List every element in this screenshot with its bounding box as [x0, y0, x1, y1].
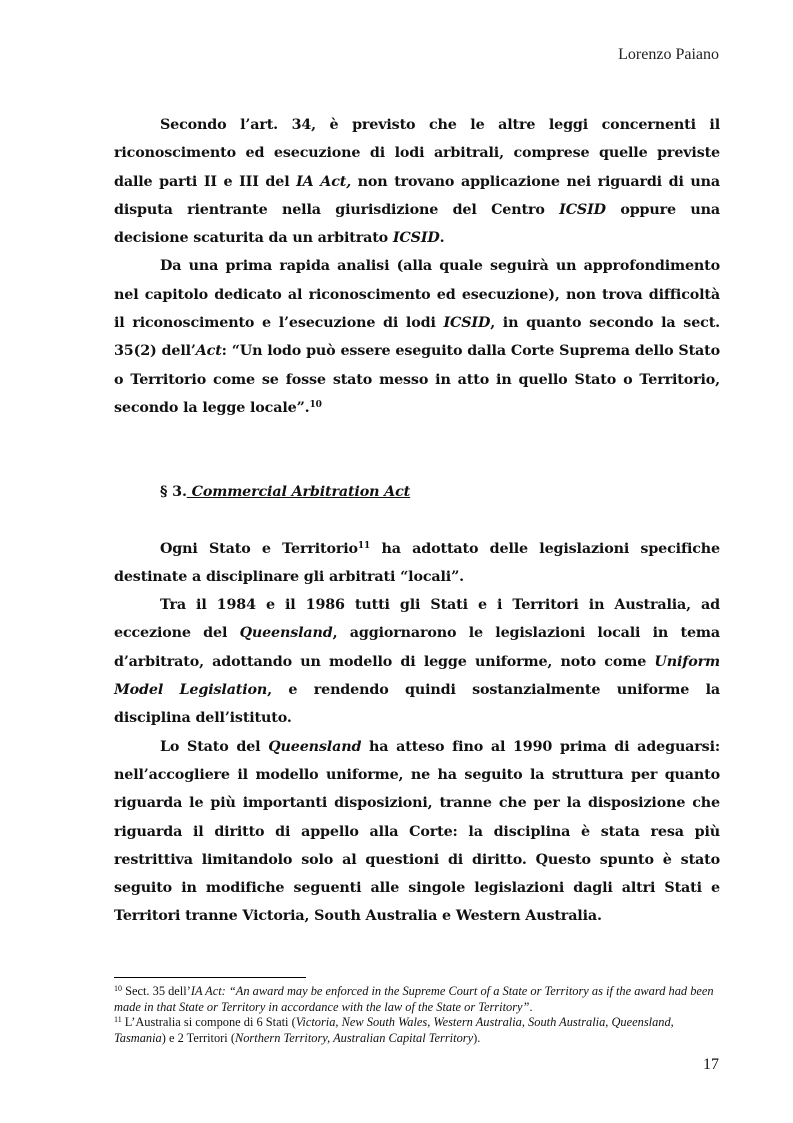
page-number: 17	[703, 1056, 719, 1073]
footnotes	[114, 984, 720, 1046]
main-text	[114, 111, 720, 931]
section-heading: § 3. Commercial Arbitration Act	[160, 484, 411, 501]
footnote-10: $^{10}$ Sect. 35 dell’IA Act: “An award may be enforced in the Supreme Court of a State or Territory as if the award had been made in that State or Territory in accordance with the law of the State or Territory”.	[114, 984, 714, 1014]
footnote-ref-11[interactable]: 11	[357, 540, 371, 551]
footnote-ref-10[interactable]: 10	[309, 399, 322, 410]
footnote-11: $^{11}$ L’Australia si compone di 6 Stati (Victoria, New South Wales, Western Australia, South Australia, Queensland, Tasmania) e 2 Territori (Northern Territory, Australian Capital Territory).	[114, 1015, 674, 1045]
paragraph-3: Ogni Stato e Territorio$^{11}$ ha adottato delle legislazioni specifiche destinate a disciplinare gli arbitrati “locali”.	[114, 540, 720, 585]
footnote-separator	[114, 977, 306, 978]
paragraph-4: Tra il 1984 e il 1986 tutti gli Stati e i Territori in Australia, ad eccezione del Queensland, aggiornarono le legislazioni locali in tema d’arbitrato, adottando un modello di legge uniforme, noto come Uniform Model Legislation, e rendendo quindi sostanzialmente uniforme la disciplina dell’istituto.	[114, 597, 720, 727]
paragraph-5: Lo Stato del Queensland ha atteso fino al 1990 prima di adeguarsi: nell’accogliere il modello uniforme, ne ha seguito la struttura per quanto riguarda le più importanti disposizioni, tranne che per la disposizione che riguarda il diritto di appello alla Corte: la disciplina è stata resa più restrittiva limitandolo solo al questioni di diritto. Questo spunto è stato seguito in modifiche seguenti alle singole legislazioni dagli altri Stati e Territori tranne Victoria, South Australia e Western Australia.	[114, 738, 720, 925]
paragraph-1: Secondo l’art. 34, è previsto che le altre leggi concernenti il riconoscimento ed esecuzione di lodi arbitrali, comprese quelle previste dalle parti II e III del IA Act, non trovano applicazione nei riguardi di una disputa rientrante nella giurisdizione del Centro ICSID oppure una decisione scaturita da un arbitrato ICSID.	[114, 117, 720, 247]
running-header: Lorenzo Paiano	[618, 46, 719, 63]
paragraph-2: Da una prima rapida analisi (alla quale seguirà un approfondimento nel capitolo dedicato al riconoscimento ed esecuzione), non trova difficoltà il riconoscimento e l’esecuzione di lodi ICSID, in quanto secondo la sect. 35(2) dell’Act: “Un lodo può essere eseguito dalla Corte Suprema dello Stato o Territorio come se fosse stato messo in atto in quello Stato o Territorio, secondo la legge locale”.$^{10}$	[114, 258, 720, 416]
